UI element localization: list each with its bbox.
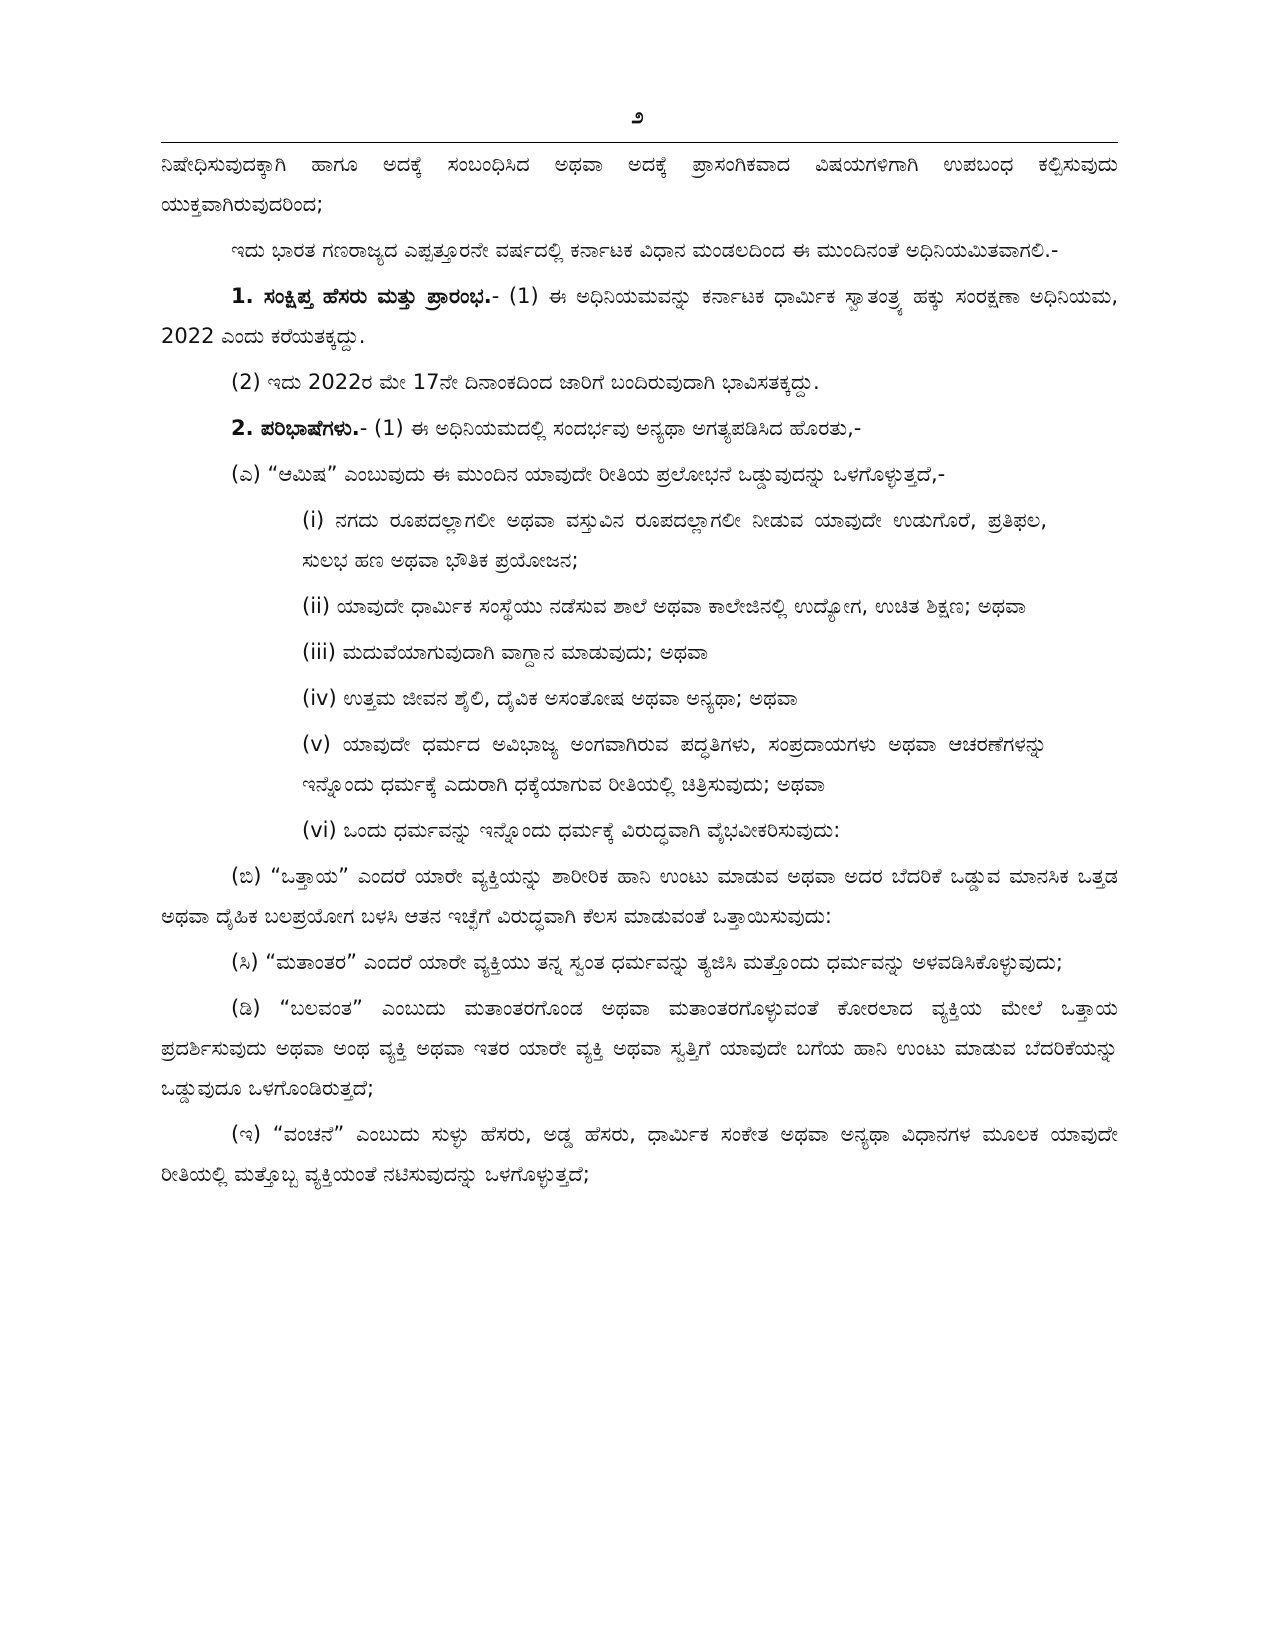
page-number: ೨ xyxy=(631,104,644,129)
section-2 xyxy=(161,408,1118,448)
section-1 xyxy=(161,276,1118,356)
definition-a-item: (iii) ಮದುವೆಯಾಗುವುದಾಗಿ ವಾಗ್ದಾನ ಮಾಡುವುದು; ಅಥವಾ xyxy=(302,640,709,664)
enacting-clause: ಇದು ಭಾರತ ಗಣರಾಜ್ಯದ ಎಪ್ಪತ್ತೂರನೇ ವರ್ಷದಲ್ಲಿ ಕರ್ನಾಟಕ ವಿಧಾನ ಮಂಡಲದಿಂದ ಈ ಮುಂದಿನಂತೆ ಅಧಿನಿಯಮಿತವಾಗಲಿ.- xyxy=(231,238,1059,262)
definition-e: (ಇ) “ವಂಚನೆ” ಎಂಬುದು ಸುಳ್ಳು ಹೆಸರು, ಅಡ್ಡ ಹೆಸರು, ಧಾರ್ಮಿಕ ಸಂಕೇತ ಅಥವಾ ಅನ್ಯಥಾ ವಿಧಾನಗಳ ಮೂಲಕ ಯಾವುದೇ ರೀತಿಯಲ್ಲಿ ಮತ್ತೊಬ್ಬ ವ್ಯಕ್ತಿಯಂತೆ ನಟಿಸುವುದನ್ನು ಒಳಗೊಳ್ಳುತ್ತದೆ; xyxy=(161,1122,1118,1186)
definition-d: (ಡಿ) “ಬಲವಂತ” ಎಂಬುದು ಮತಾಂತರಗೊಂಡ ಅಥವಾ ಮತಾಂತರಗೊಳ್ಳುವಂತೆ ಕೋರಲಾದ ವ್ಯಕ್ತಿಯ ಮೇಲೆ ಒತ್ತಾಯ ಪ್ರದರ್ಶಿಸುವುದು ಅಥವಾ ಅಂಥ ವ್ಯಕ್ತಿ ಅಥವಾ ಇತರ ಯಾರೇ ವ್ಯಕ್ತಿ ಅಥವಾ ಸ್ವತ್ತಿಗೆ ಯಾವುದೇ ಬಗೆಯ ಹಾನಿ ಉಂಟು ಮಾಡುವ ಬೆದರಿಕೆಯನ್ನು ಒಡ್ಡುವುದೂ ಒಳಗೊಂಡಿರುತ್ತದೆ; xyxy=(161,996,1118,1100)
definition-a-item: (v) ಯಾವುದೇ ಧರ್ಮದ ಅವಿಭಾಜ್ಯ ಅಂಗವಾಗಿರುವ ಪದ್ಧತಿಗಳು, ಸಂಪ್ರದಾಯಗಳು ಅಥವಾ ಆಚರಣೆಗಳನ್ನು ಇನ್ನೊಂದು ಧರ್ಮಕ್ಕೆ ಎದುರಾಗಿ ಧಕ್ಕೆಯಾಗುವ ರೀತಿಯಲ್ಲಿ ಚಿತ್ರಿಸುವುದು; ಅಥವಾ xyxy=(302,732,1047,796)
definition-a-item: (vi) ಒಂದು ಧರ್ಮವನ್ನು ಇನ್ನೊಂದು ಧರ್ಮಕ್ಕೆ ವಿರುದ್ಧವಾಗಿ ವೈಭವೀಕರಿಸುವುದು: xyxy=(302,818,841,842)
definition-c: (ಸಿ) “ಮತಾಂತರ” ಎಂದರೆ ಯಾರೇ ವ್ಯಕ್ತಿಯು ತನ್ನ ಸ್ವಂತ ಧರ್ಮವನ್ನು ತ್ಯಜಿಸಿ ಮತ್ತೊಂದು ಧರ್ಮವನ್ನು ಅಳವಡಿಸಿಕೊಳ್ಳುವುದು; xyxy=(231,950,1063,974)
section-1-heading: 1. ಸಂಕ್ಷಿಪ್ತ ಹೆಸರು ಮತ್ತು ಪ್ರಾರಂಭ. xyxy=(231,284,492,308)
section-2-heading: 2. ಪರಿಭಾಷೆಗಳು. xyxy=(231,416,360,440)
definition-a-item: (i) ನಗದು ರೂಪದಲ್ಲಾಗಲೀ ಅಥವಾ ವಸ್ತುವಿನ ರೂಪದಲ್ಲಾಗಲೀ ನೀಡುವ ಯಾವುದೇ ಉಡುಗೊರೆ, ಪ್ರತಿಫಲ, ಸುಲಭ ಹಣ ಅಥವಾ ಭೌತಿಕ ಪ್ರಯೋಜನ; xyxy=(302,508,1047,572)
definition-a: (ಎ) “ಆಮಿಷ” ಎಂಬುವುದು ಈ ಮುಂದಿನ ಯಾವುದೇ ರೀತಿಯ ಪ್ರಲೋಭನೆ ಒಡ್ಡುವುದನ್ನು ಒಳಗೊಳ್ಳುತ್ತದೆ,- xyxy=(231,462,946,486)
definition-b: (ಬಿ) “ಒತ್ತಾಯ” ಎಂದರೆ ಯಾರೇ ವ್ಯಕ್ತಿಯನ್ನು ಶಾರೀರಿಕ ಹಾನಿ ಉಂಟು ಮಾಡುವ ಅಥವಾ ಅದರ ಬೆದರಿಕೆ ಒಡ್ಡುವ ಮಾನಸಿಕ ಒತ್ತಡ ಅಥವಾ ದೈಹಿಕ ಬಲಪ್ರಯೋಗ ಬಳಸಿ ಆತನ ಇಚ್ಛೆಗೆ ವಿರುದ್ಧವಾಗಿ ಕೆಲಸ ಮಾಡುವಂತೆ ಒತ್ತಾಯಿಸುವುದು: xyxy=(161,864,1118,928)
section-1-text: - (1) ಈ ಅಧಿನಿಯಮವನ್ನು ಕರ್ನಾಟಕ ಧಾರ್ಮಿಕ ಸ್ವಾತಂತ್ರ್ಯ ಹಕ್ಕು ಸಂರಕ್ಷಣಾ ಅಧಿನಿಯಮ, 2022 ಎಂದು ಕರೆಯತಕ್ಕದ್ದು. xyxy=(161,284,1118,348)
definition-a-item: (iv) ಉತ್ತಮ ಜೀವನ ಶೈಲಿ, ದೈವಿಕ ಅಸಂತೋಷ ಅಥವಾ ಅನ್ಯಥಾ; ಅಥವಾ xyxy=(302,686,798,710)
document-body xyxy=(161,144,1118,1200)
section-1-subsection-2: (2) ಇದು 2022ರ ಮೇ 17ನೇ ದಿನಾಂಕದಿಂದ ಜಾರಿಗೆ ಬಂದಿರುವುದಾಗಿ ಭಾವಿಸತಕ್ಕದ್ದು. xyxy=(231,370,820,394)
definition-a-item: (ii) ಯಾವುದೇ ಧಾರ್ಮಿಕ ಸಂಸ್ಥೆಯು ನಡೆಸುವ ಶಾಲೆ ಅಥವಾ ಕಾಲೇಜಿನಲ್ಲಿ ಉದ್ಯೋಗ, ಉಚಿತ ಶಿಕ್ಷಣ; ಅಥವಾ xyxy=(302,594,1027,618)
preamble-continuation: ನಿಷೇಧಿಸುವುದಕ್ಕಾಗಿ ಹಾಗೂ ಅದಕ್ಕೆ ಸಂಬಂಧಿಸಿದ ಅಥವಾ ಅದಕ್ಕೆ ಪ್ರಾಸಂಗಿಕವಾದ ವಿಷಯಗಳಿಗಾಗಿ ಉಪಬಂಧ ಕಲ್ಪಿಸುವುದು ಯುಕ್ತವಾಗಿರುವುದರಿಂದ; xyxy=(161,152,1118,216)
header-rule xyxy=(161,142,1118,143)
section-2-text: - (1) ಈ ಅಧಿನಿಯಮದಲ್ಲಿ ಸಂದರ್ಭವು ಅನ್ಯಥಾ ಅಗತ್ಯಪಡಿಸಿದ ಹೊರತು,- xyxy=(359,416,862,440)
